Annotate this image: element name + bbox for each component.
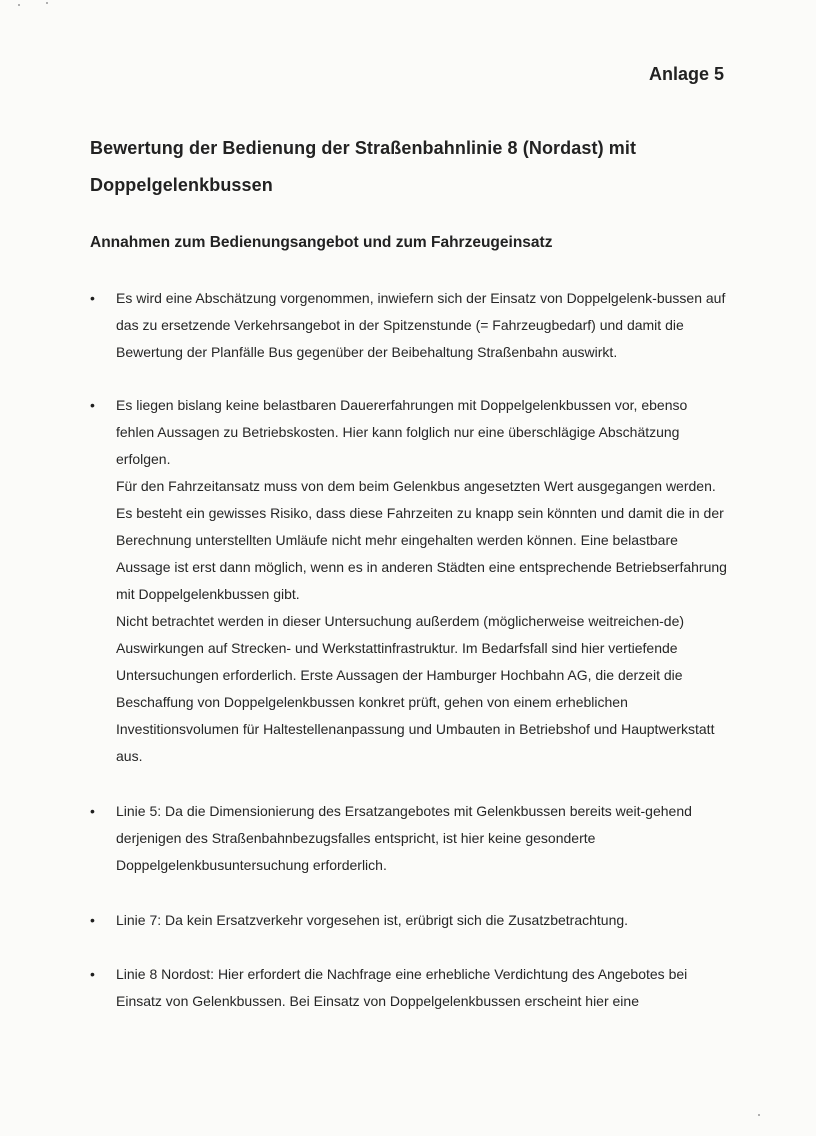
list-item (88, 798, 728, 879)
bullet-icon: • (90, 803, 95, 819)
scan-speck (758, 1114, 760, 1116)
bullet-icon: • (90, 397, 95, 413)
scan-speck (46, 2, 48, 4)
annex-label: Anlage 5 (648, 64, 724, 84)
list-item (88, 392, 728, 770)
paragraph: Es wird eine Abschätzung vorgenommen, inwiefern sich der Einsatz von Doppelgelenk-bussen auf das zu ersetzende Verkehrsangebot in der Spitzenstunde (= Fahrzeugbedarf) und damit die Bewertung der Planfälle Bus gegenüber der Beibehaltung Straßenbahn auswirkt. (116, 290, 726, 360)
bullet-icon: • (90, 290, 95, 306)
paragraph: Linie 7: Da kein Ersatzverkehr vorgesehen ist, erübrigt sich die Zusatzbetrachtung. (116, 912, 629, 928)
paragraph: Linie 5: Da die Dimensionierung des Ersatzangebotes mit Gelenkbussen bereits weit-gehend derjenigen des Straßenbahnbezugsfalles entspricht, ist hier keine gesonderte Doppelgelenkbusuntersuchung erforderlich. (116, 803, 692, 873)
list-item (88, 907, 728, 934)
paragraph: Es liegen bislang keine belastbaren Dauererfahrungen mit Doppelgelenkbussen vor, ebenso fehlen Aussagen zu Betriebskosten. Hier kann folglich nur eine überschlägige Abschätzung erfolgen. (116, 397, 688, 467)
section-heading: Annahmen zum Bedienungsangebot und zum Fahrzeugeinsatz (90, 234, 553, 251)
document-title: Bewertung der Bedienung der Straßenbahnlinie 8 (Nordast) mit Doppelgelenkbussen (90, 138, 637, 195)
list-item (88, 285, 728, 366)
paragraph: Für den Fahrzeitansatz muss von dem beim Gelenkbus angesetzten Wert ausgegangen werden. Es besteht ein gewisses Risiko, dass diese Fahrzeiten zu knapp sein könnten und damit die in der Berechnung unterstellten Umläufe nicht mehr eingehalten werden können. Eine belastbare Aussage ist erst dann möglich, wenn es in anderen Städten eine entsprechende Betriebserfahrung mit Doppelgelenkbussen gibt. (116, 478, 727, 602)
scan-speck (18, 4, 20, 6)
paragraph: Linie 8 Nordost: Hier erfordert die Nachfrage eine erhebliche Verdichtung des Angebotes bei Einsatz von Gelenkbussen. Bei Einsatz von Doppelgelenkbussen erscheint hier eine (116, 966, 688, 1009)
list-item (88, 961, 728, 1015)
bullet-icon: • (90, 912, 95, 928)
paragraph: Nicht betrachtet werden in dieser Untersuchung außerdem (möglicherweise weitreichen-de) Auswirkungen auf Strecken- und Werkstattinfrastruktur. Im Bedarfsfall sind hier vertiefende Untersuchungen erforderlich. Erste Aussagen der Hamburger Hochbahn AG, die derzeit die Beschaffung von Doppelgelenkbussen konkret prüft, gehen von einem erheblichen Investitionsvolumen für Haltestellenanpassung und Umbauten in Betriebshof und Hauptwerkstatt aus. (116, 613, 715, 764)
bullet-icon: • (90, 966, 95, 982)
bullet-list (88, 285, 728, 1015)
